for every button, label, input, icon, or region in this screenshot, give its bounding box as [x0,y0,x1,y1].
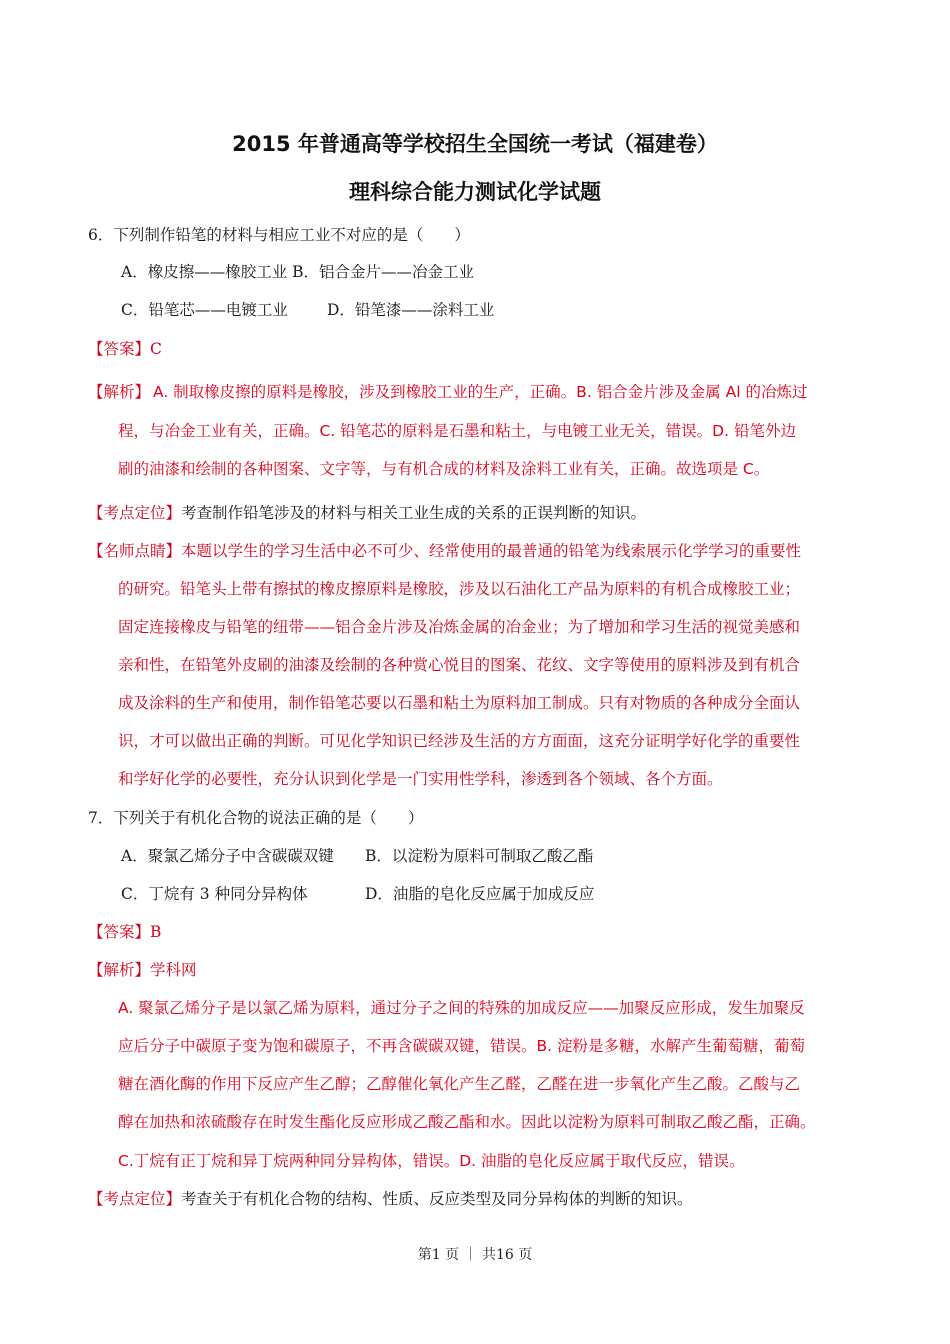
teacher-comment-line: 识，才可以做出正确的判断。可见化学知识已经涉及生活的方方面面，这充分证明学好化学的重要性 [118,732,801,750]
teacher-comment-line: 成及涂料的生产和使用，制作铅笔芯要以石墨和粘土为原料加工制成。只有对物质的各种成分全面认 [118,694,801,712]
q6-analysis-tag: 【解析】 [88,383,151,401]
q6-analysis-line: 程，与冶金工业有关，正确。C. 铅笔芯的原料是石墨和粘土，与电镀工业无关，错误。D. 铅笔外边 [118,422,796,440]
q6-options-ab: A．橡皮擦——橡胶工业 B．铝合金片——冶金工业 [121,263,475,281]
q7-option-d: D．油脂的皂化反应属于加成反应 [365,885,595,903]
q6-point [88,503,646,523]
q7-analysis-line: A. 聚氯乙烯分子是以氯乙烯为原料，通过分子之间的特殊的加成反应——加聚反应形成，发生加聚反 [118,999,805,1017]
q6-answer: 【答案】C [88,340,162,358]
q6-option-c: C．铅笔芯——电镀工业 [121,301,288,319]
q7-option-c: C．丁烷有 3 种同分异构体 [121,885,308,903]
point-text: 考查制作铅笔涉及的材料与相关工业生成的关系的正误判断的知识。 [181,504,647,522]
q7-analysis-line: 糖在酒化酶的作用下反应产生乙醇；乙醇催化氧化产生乙醛，乙醛在进一步氧化产生乙酸。乙酸与乙 [118,1075,801,1093]
teacher-text: 本题以学生的学习生活中必不可少、经常使用的最普通的铅笔为线索展示化学学习的重要性 [181,542,802,560]
page-footer: 第1 页 ｜ 共16 页 [417,1247,533,1263]
teacher-comment-line: 亲和性，在铅笔外皮刷的油漆及绘制的各种赏心悦目的图案、花纹、文字等使用的原料涉及到有机合 [118,656,801,674]
teacher-comment-line: 固定连接橡皮与铅笔的纽带——铝合金片涉及冶炼金属的冶金业；为了增加和学习生活的视觉美感和 [118,618,801,636]
q7-analysis-line: C.丁烷有正丁烷和异丁烷两种同分异构体，错误。D. 油脂的皂化反应属于取代反应，错误。 [118,1152,745,1170]
teacher-comment-line: 的研究。铅笔头上带有擦拭的橡皮擦原料是橡胶，涉及以石油化工产品为原料的有机合成橡胶工业； [118,580,801,598]
q7-answer: 【答案】B [88,923,162,941]
point-tag: 【考点定位】 [88,504,182,522]
q7-option-b: B．以淀粉为原料可制取乙酸乙酯 [365,847,594,865]
q6-stem: 6．下列制作铅笔的材料与相应工业不对应的是（ ） [88,226,470,244]
q7-analysis-line: 应后分子中碳原子变为饱和碳原子，不再含碳碳双键，错误。B. 淀粉是多糖，水解产生葡萄糖，葡萄 [118,1037,805,1055]
teacher-comment-line: 和学好化学的必要性，充分认识到化学是一门实用性学科，渗透到各个领域、各个方面。 [118,770,723,788]
teacher-tag: 【名师点睛】 [88,542,182,560]
page-title: 2015 年普通高等学校招生全国统一考试（福建卷） [232,132,718,156]
q7-option-a: A．聚氯乙烯分子中含碳碳双键 [121,847,334,865]
q6-option-d: D．铅笔漆——涂料工业 [327,301,495,319]
q6-analysis-line: A. 制取橡皮擦的原料是橡胶，涉及到橡胶工业的生产，正确。B. 铝合金片涉及金属 Al 的冶炼过 [153,383,808,401]
q7-stem: 7．下列关于有机化合物的说法正确的是（ ） [88,809,424,827]
q7-point [88,1189,693,1209]
page-subtitle: 理科综合能力测试化学试题 [349,180,601,204]
q7-analysis-line: 醇在加热和浓硫酸存在时发生酯化反应形成乙酸乙酯和水。因此以淀粉为原料可制取乙酸乙酯，正确。 [118,1113,816,1131]
teacher-comment-first [88,541,801,561]
q6-analysis-line: 刷的油漆和绘制的各种图案、文字等，与有机合成的材料及涂料工业有关，正确。故选项是 C。 [118,460,770,478]
point-tag: 【考点定位】 [88,1190,182,1208]
q7-analysis-tag: 【解析】学科网 [88,961,197,979]
point-text: 考查关于有机化合物的结构、性质、反应类型及同分异构体的判断的知识。 [181,1190,693,1208]
